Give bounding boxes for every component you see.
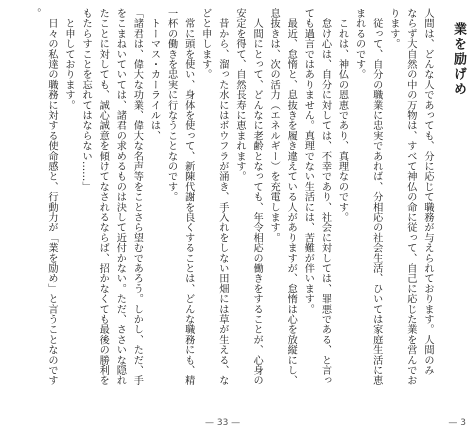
essay-title: 業を励げめ — [451, 22, 466, 97]
page-body — [8, 8, 468, 394]
text-column: をこまねいていては、諸君の求めるものは決して近付かない。ただ、ささいな隠れ — [114, 8, 126, 386]
text-column: もたらすことを忘れてはならない……」 — [80, 8, 92, 192]
text-column: 人間は、どんな人であっても、分に応じて職務が与えられております。人間のみ — [422, 8, 433, 376]
text-column: ります。 — [387, 8, 399, 49]
text-column: 息抜きは、次の活力（エネルギー）を充電します。 — [268, 8, 280, 243]
text-column: 最近、怠惰と、息抜きを履き違えている人がありますが、怠惰は心を放縦にし、 — [285, 8, 297, 386]
text-column: ても過言ではありません。真理でない生活には、苦難が伴います。 — [302, 8, 314, 314]
text-column: 。 — [28, 8, 40, 19]
text-column: 一杯の働きを忠実に行なうことなのです。 — [165, 8, 177, 202]
text-column: ならず大自然の中の万物は、すべて神仏の命に従って、自己に応じた業を営んでお — [404, 8, 416, 386]
text-column: 常に頭を使い、身体を使って、新陳代謝を良くすることは、どんな職務にも、精 — [182, 8, 194, 386]
text-column: トーマス・カーライルは、 — [148, 8, 160, 141]
text-column: 人間にとって、どんなに老齢となっても、年令相応の働きをすることが、心身の — [251, 8, 263, 386]
text-column: これは、神仏の恩恵であり、真理なのです。 — [336, 8, 348, 223]
essay-text — [26, 8, 468, 394]
text-column: 怠け心は、自分に対しては、不幸であり、社会に対しては、罪悪である、と言っ — [319, 8, 331, 386]
text-column: まれるのです。 — [353, 8, 365, 80]
page-number-left: — 33 — — [205, 418, 241, 428]
text-column: 「諸君は、偉大な功業、偉大な名声等をことさら望むであろう。しかし、ただ、手 — [131, 8, 143, 386]
text-column: どと申します。 — [199, 8, 211, 80]
page-number-right: — 3 — [448, 418, 466, 428]
text-column: 昔から、溜った水にはボウフラが涌き、手入れをしない田畑には草が生える、な — [216, 8, 228, 386]
text-column: 従って、自分の職業に忠実であれば、分相応の社会生活、ひいては家庭生活に恵 — [370, 8, 382, 386]
text-column: たことに対しても、誠心誠意を傾けてなされるならば、招かなくても最後の勝利を — [97, 8, 109, 386]
text-column: と申しております。 — [63, 8, 75, 110]
text-column: 安定を得て、自然長寿に恵まれます。 — [233, 8, 245, 182]
text-column: 日々の私達の職務に対する使命感と、行動力が「業を励め」と言うことなのです — [45, 8, 57, 386]
